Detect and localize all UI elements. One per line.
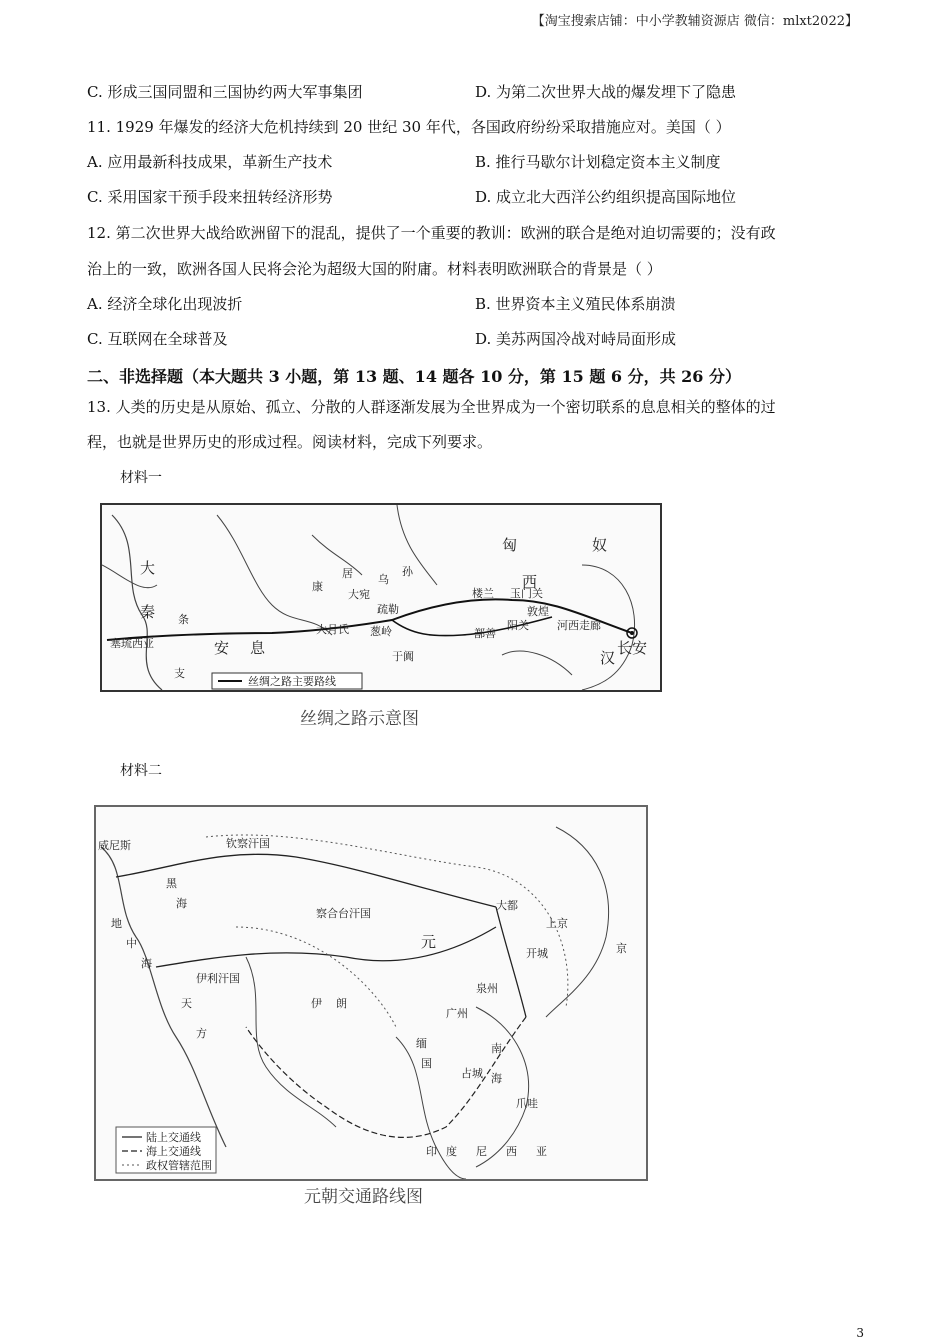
q11-option-d: D. 成立北大西洋公约组织提高国际地位: [475, 188, 737, 206]
legend-sea-route: 海上交通线: [146, 1145, 201, 1158]
place-zhancheng: 占城: [461, 1067, 483, 1080]
place-shule: 疏勒: [377, 603, 399, 616]
place-xi-indo: 西: [506, 1145, 517, 1158]
place-nan: 南: [491, 1042, 502, 1055]
q11-stem: 11. 1929 年爆发的经济大危机持续到 20 世纪 30 年代，各国政府纷纷采取措施应对。美国（ ）: [87, 118, 731, 136]
place-guangzhou: 广州: [446, 1007, 468, 1020]
place-dayuan: 大宛: [348, 588, 370, 601]
place-yumenguan: 玉门关: [510, 587, 543, 600]
place-zhi: 支: [174, 667, 185, 680]
q12-stem-line2: 治上的一致，欧洲各国人民将会沦为超级大国的附庸。材料表明欧洲联合的背景是（ ）: [87, 260, 662, 278]
place-hai-med: 海: [141, 957, 152, 970]
place-xiongnu-2: 奴: [592, 536, 608, 554]
yuan-routes-map: [94, 805, 648, 1181]
legend-jurisdiction: 政权管辖范围: [146, 1159, 212, 1172]
material-1-label: 材料一: [120, 470, 162, 486]
place-mian: 缅: [416, 1037, 427, 1050]
place-du: 度: [446, 1145, 457, 1158]
q12-option-a: A. 经济全球化出现波折: [87, 295, 243, 313]
place-fang: 方: [196, 1027, 207, 1040]
place-dadu: 大都: [496, 899, 518, 912]
place-dunhuang: 敦煌: [527, 605, 549, 618]
place-quanzhou: 泉州: [476, 982, 498, 995]
place-lang: 朗: [336, 997, 347, 1010]
section-2-title: 二、非选择题（本大题共 3 小题，第 13 题、14 题各 10 分，第 15 题 6 分，共 26 分）: [87, 367, 742, 386]
place-guo: 国: [421, 1057, 432, 1070]
place-an: 安: [214, 639, 230, 657]
place-tiao: 条: [178, 613, 189, 626]
q10-option-c: C. 形成三国同盟和三国协约两大军事集团: [87, 83, 363, 101]
place-yin: 印: [426, 1145, 437, 1158]
place-yi: 伊: [311, 997, 322, 1010]
q12-option-d: D. 美苏两国冷战对峙局面形成: [475, 330, 677, 348]
place-hei: 黑: [166, 877, 177, 890]
place-ju: 居: [342, 567, 353, 580]
place-kang: 康: [312, 580, 323, 593]
place-sun: 孙: [402, 565, 413, 578]
header-watermark: 【淘宝搜索店铺：中小学教辅资源店 微信：mlxt2022】: [531, 14, 858, 29]
place-loulan: 楼兰: [472, 587, 494, 600]
silk-road-map: [100, 503, 662, 692]
place-hexi: 河西走廊: [557, 619, 601, 632]
q13-stem-line1: 13. 人类的历史是从原始、孤立、分散的人群逐渐发展为全世界成为一个密切联系的息息相关的整体的过: [87, 398, 776, 416]
place-da: 大: [140, 559, 156, 577]
q10-option-d: D. 为第二次世界大战的爆发埋下了隐患: [475, 83, 737, 101]
material-2-caption: 元朝交通路线图: [304, 1187, 423, 1207]
place-yangguan: 阳关: [507, 619, 529, 632]
place-shanshan: 鄯善: [474, 627, 496, 640]
place-venice: 威尼斯: [98, 839, 131, 852]
place-yuan: 元: [421, 933, 437, 951]
place-hai-black: 海: [176, 897, 187, 910]
place-han: 汉: [600, 649, 616, 667]
place-kipchak: 钦察汗国: [226, 837, 270, 850]
q11-option-c: C. 采用国家干预手段来扭转经济形势: [87, 188, 333, 206]
q11-option-b: B. 推行马歇尔计划稳定资本主义制度: [475, 153, 721, 171]
place-kaicheng: 开城: [526, 947, 548, 960]
place-xi: 西: [522, 573, 538, 591]
place-jing: 京: [616, 942, 627, 955]
place-chagatai: 察合台汗国: [316, 907, 371, 920]
q11-option-a: A. 应用最新科技成果，革新生产技术: [87, 153, 333, 171]
place-hai-south: 海: [491, 1072, 502, 1085]
silk-road-legend: 丝绸之路主要路线: [248, 675, 336, 688]
place-shangjing: 上京: [546, 917, 568, 930]
place-yutian: 于阗: [392, 650, 414, 663]
place-zhong: 中: [126, 937, 137, 950]
place-seleucia: 塞琉西亚: [110, 637, 154, 650]
place-qin: 秦: [140, 603, 156, 621]
page-number: 3: [856, 1326, 864, 1340]
place-wu: 乌: [378, 573, 389, 586]
material-1-caption: 丝绸之路示意图: [300, 709, 419, 729]
q12-option-b: B. 世界资本主义殖民体系崩溃: [475, 295, 676, 313]
legend-land-route: 陆上交通线: [146, 1131, 201, 1144]
q12-stem-line1: 12. 第二次世界大战给欧洲留下的混乱，提供了一个重要的教训：欧洲的联合是绝对迫切需要的；没有政: [87, 224, 776, 242]
place-java: 爪哇: [516, 1097, 538, 1110]
place-xi2: 息: [250, 639, 266, 657]
place-congling: 葱岭: [370, 625, 392, 638]
place-ni: 尼: [476, 1145, 487, 1158]
place-xiongnu-1: 匈: [502, 536, 518, 554]
material-2-label: 材料二: [120, 763, 162, 779]
q13-stem-line2: 程，也就是世界历史的形成过程。阅读材料，完成下列要求。: [87, 433, 493, 451]
place-tian: 天: [181, 997, 192, 1010]
place-ya: 亚: [536, 1145, 547, 1158]
place-di: 地: [111, 917, 122, 930]
place-changan: 长安: [617, 639, 648, 657]
silk-road-map-drawing: [102, 505, 660, 690]
yuan-routes-map-drawing: [96, 807, 646, 1179]
place-dayuezhi: 大月氏: [316, 623, 349, 636]
q12-option-c: C. 互联网在全球普及: [87, 330, 228, 348]
place-ilkhanate: 伊利汗国: [196, 972, 240, 985]
